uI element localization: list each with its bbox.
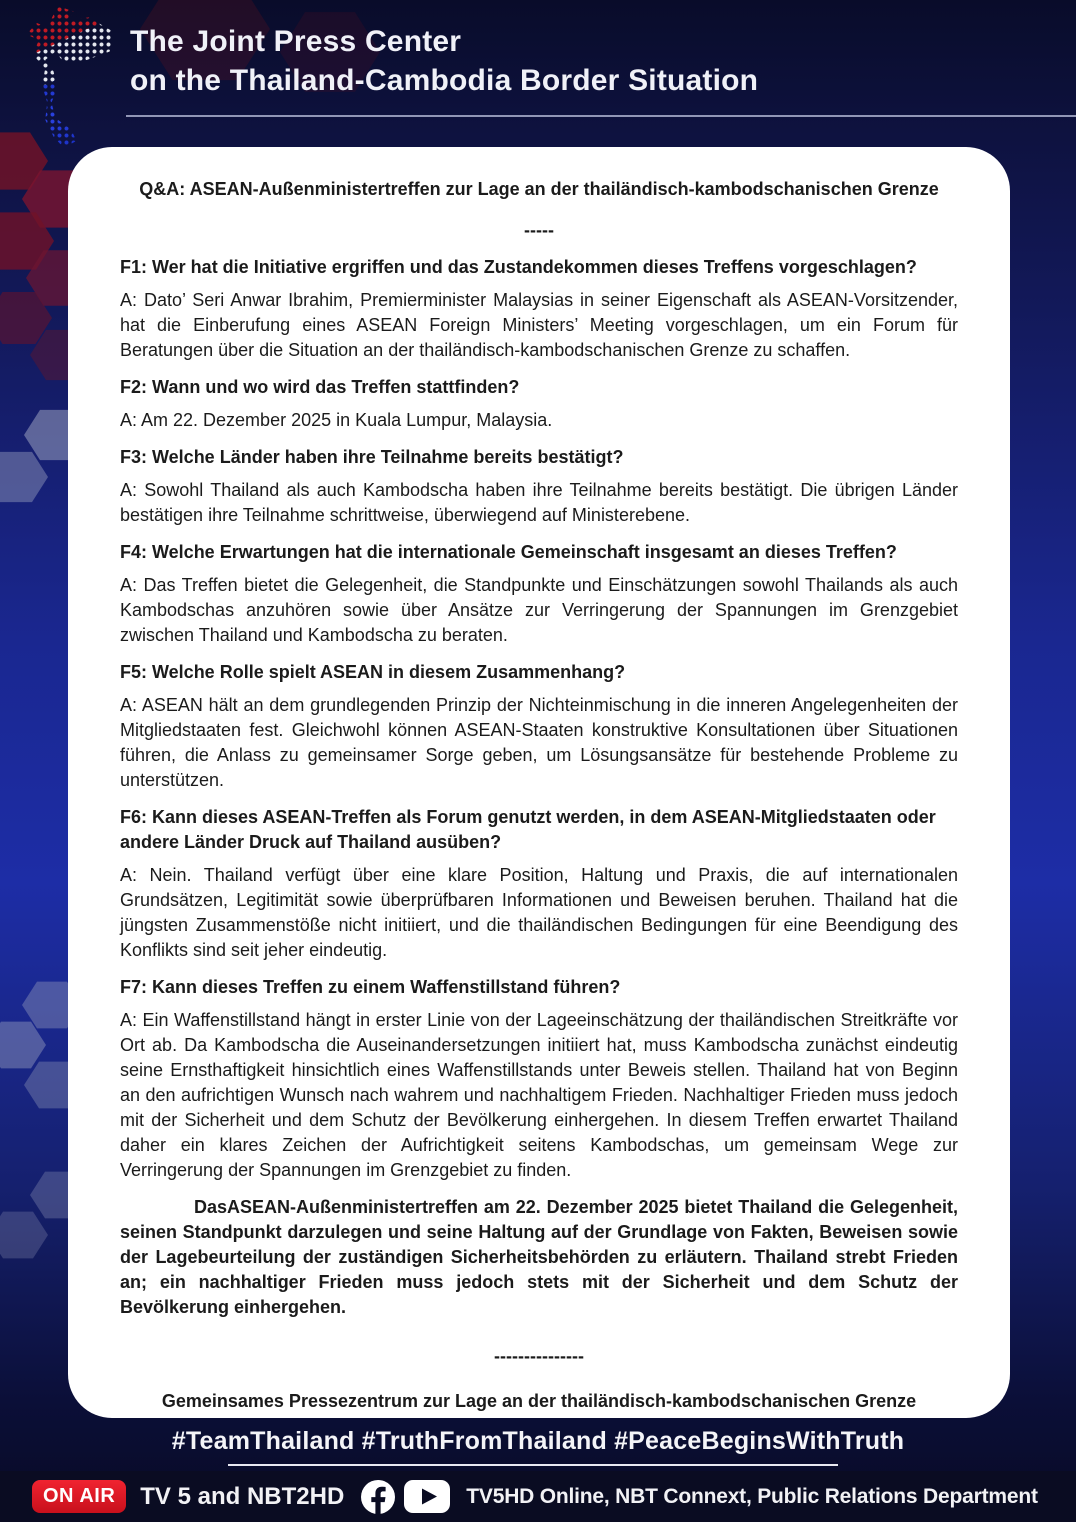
question-f2: F2: Wann und wo wird das Treffen stattfinden?: [120, 377, 520, 397]
question-f6: F6: Kann dieses ASEAN-Treffen als Forum genutzt werden, in dem ASEAN-Mitgliedstaaten oder andere Länder Druck auf Thailand ausüben?: [120, 807, 936, 852]
separator-top: -----: [524, 220, 554, 240]
broadcast-bar: [0, 1471, 1076, 1522]
hexagon-decoration: [0, 1208, 48, 1262]
closing-statement: DasASEAN-Außenministertreffen am 22. Dezember 2025 bietet Thailand die Gelegenheit, seinen Standpunkt darzulegen und seine Haltung auf der Grundlage von Fakten, Beweisen sowie der Lagebeurteilung der zuständigen Sicherheitsbehörden zu erläutern. Thailand strebt Frieden an; ein nachhaltiger Frieden muss jedoch stets mit der Sicherheit und dem Schutz der Bevölkerung einhergehen.: [120, 1197, 958, 1317]
answer-f3: A: Sowohl Thailand als auch Kambodscha haben ihre Teilnahme bereits bestätigt. Die übrigen Länder bestätigen ihre Teilnahme schrittweise, überwiegend auf Ministerebene.: [120, 480, 958, 525]
answer-f2: A: Am 22. Dezember 2025 in Kuala Lumpur, Malaysia.: [120, 410, 553, 430]
question-f7: F7: Kann dieses Treffen zu einem Waffenstillstand führen?: [120, 977, 621, 997]
answer-f7: A: Ein Waffenstillstand hängt in erster Linie von der Lageeinschätzung der thailändischen Streitkräfte vor Ort ab. Da Kambodscha die Auseinandersetzungen initiiert hat, muss Kambodscha zunächst eindeutig seine Ernsthaftigkeit hinsichtlich eines Waffenstillstands unter Beweis stellen. Thailand hat von Beginn an den aufrichtigen Wunsch nach wahrem und nachhaltigem Frieden. Nachhaltiger Frieden muss jedoch mit der Sicherheit und dem Schutz der Bevölkerung einhergehen. In diesem Treffen erwartet Thailand daher ein klares Zeichen der Aufrichtigkeit seitens Kambodschas, um gemeinsam Wege zur Verringerung der Spannungen im Grenzgebiet zu finden.: [120, 1010, 958, 1180]
tv-channels-label: TV 5 and NBT2HD: [140, 1482, 345, 1510]
question-f4: F4: Welche Erwartungen hat die internationale Gemeinschaft insgesamt an dieses Treffen?: [120, 542, 897, 562]
issuing-organization: Gemeinsames Pressezentrum zur Lage an der thailändisch-kambodschanischen Grenze: [161, 1391, 917, 1411]
hashtags-line: #TeamThailand #TruthFromThailand #PeaceBeginsWithTruth: [171, 1427, 905, 1455]
social-icons: [360, 1479, 450, 1515]
online-platforms-label: TV5HD Online, NBT Connext, Public Relations Department: [466, 1484, 1038, 1508]
youtube-icon: [404, 1480, 450, 1513]
question-f5: F5: Welche Rolle spielt ASEAN in diesem Zusammenhang?: [120, 662, 626, 682]
question-f3: F3: Welche Länder haben ihre Teilnahme bereits bestätigt?: [120, 447, 624, 467]
answer-f6: A: Nein. Thailand verfügt über eine klare Position, Haltung und Praxis, die auf internationalen Grundsätzen, Legitimität sowie überprüfbaren Informationen und Beweisen beruhen. Thailand hat die jüngsten Zusammenstöße nicht initiiert, und die thailändischen Bedingungen für eine Beendigung des Konflikts sind seit jeher eindeutig.: [120, 865, 958, 960]
answer-f5: A: ASEAN hält an dem grundlegenden Prinzip der Nichteinmischung in die inneren Angelegenheiten der Mitgliedstaaten fest. Gleichwohl können ASEAN-Staaten konstruktive Konsultationen über Situationen führen, die Anlass zu gemeinsamer Sorge geben, um Lösungsansätze für bestehende Probleme zu unterstützen.: [120, 695, 958, 790]
site-title-line2: on the Thailand-Cambodia Border Situation: [130, 64, 759, 97]
thailand-map-shape: [14, 6, 118, 148]
answer-f1: A: Dato’ Seri Anwar Ibrahim, Premierminister Malaysias in seiner Eigenschaft als ASEAN-Vorsitzender, hat die Einberufung eines ASEAN Foreign Ministers’ Meeting vorgeschlagen, um ein Forum für Beratungen über die Situation an der thailändisch-kambodschanischen Grenze zu schaffen.: [120, 290, 958, 360]
hashtags-divider: [228, 1464, 838, 1466]
site-title: [130, 22, 758, 100]
press-release-card: [68, 147, 1010, 1418]
separator-bottom: ---------------: [494, 1346, 584, 1366]
answer-f4: A: Das Treffen bietet die Gelegenheit, die Standpunkte und Einschätzungen sowohl Thailands als auch Kambodschas anzuhören sowie über Ansätze zur Verringerung der Spannungen im Grenzgebiet zwischen Thailand und Kambodscha zu beraten.: [120, 575, 958, 645]
facebook-icon: [360, 1479, 396, 1515]
document-title: Q&A: ASEAN-Außenministertreffen zur Lage an der thailändisch-kambodschanischen Grenze: [139, 179, 939, 199]
on-air-badge: ON AIR: [32, 1480, 126, 1513]
header-divider: [126, 115, 1076, 117]
thailand-map-dots-logo: [14, 6, 118, 148]
site-title-line1: The Joint Press Center: [130, 25, 462, 58]
question-f1: F1: Wer hat die Initiative ergriffen und das Zustandekommen dieses Treffens vorgeschlagen?: [120, 257, 917, 277]
